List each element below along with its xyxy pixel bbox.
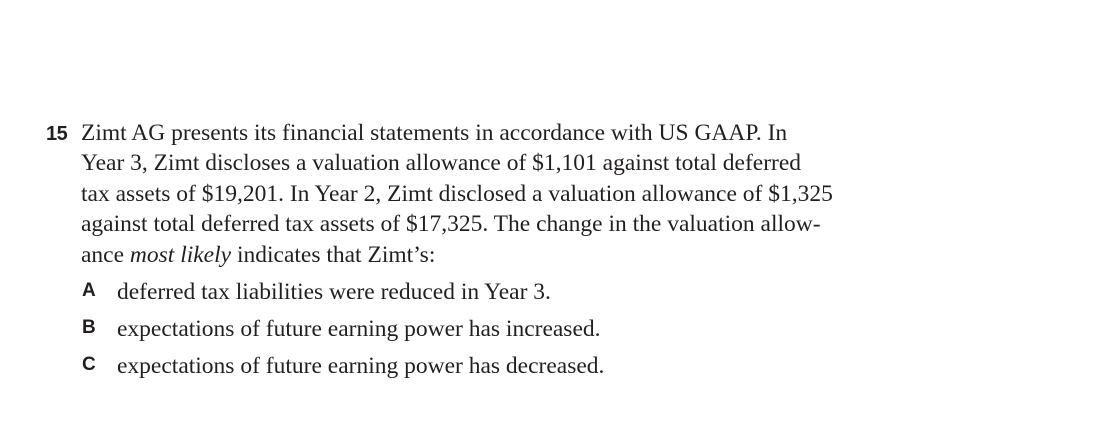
stem-line: tax assets of $19,201. In Year 2, Zimt disclosed a valuation allowance of $1,325 xyxy=(81,180,833,207)
answer-option-b[interactable] xyxy=(82,315,842,352)
option-text: expectations of future earning power has decreased. xyxy=(117,353,605,379)
option-letter: C xyxy=(82,354,96,375)
question-stem xyxy=(81,118,881,270)
option-letter: B xyxy=(82,317,96,338)
option-letter: A xyxy=(82,280,96,301)
stem-last-line xyxy=(81,240,881,270)
question-number: 15 xyxy=(46,123,68,145)
stem-line: Year 3, Zimt discloses a valuation allowance of $1,101 against total deferred xyxy=(81,150,802,177)
stem-line: Zimt AG presents its financial statements in accordance with US GAAP. In xyxy=(81,120,788,146)
option-text: deferred tax liabilities were reduced in Year 3. xyxy=(117,279,551,305)
answer-options xyxy=(82,278,842,389)
answer-option-c[interactable] xyxy=(82,352,842,389)
stem-text: ance xyxy=(81,241,130,268)
stem-line: against total deferred tax assets of $17,325. The change in the valuation allow- xyxy=(81,211,821,238)
option-text: expectations of future earning power has increased. xyxy=(117,316,601,342)
answer-option-a[interactable] xyxy=(82,278,842,315)
stem-text: indicates that Zimt’s: xyxy=(231,241,436,268)
stem-emphasis: most likely xyxy=(129,241,232,268)
